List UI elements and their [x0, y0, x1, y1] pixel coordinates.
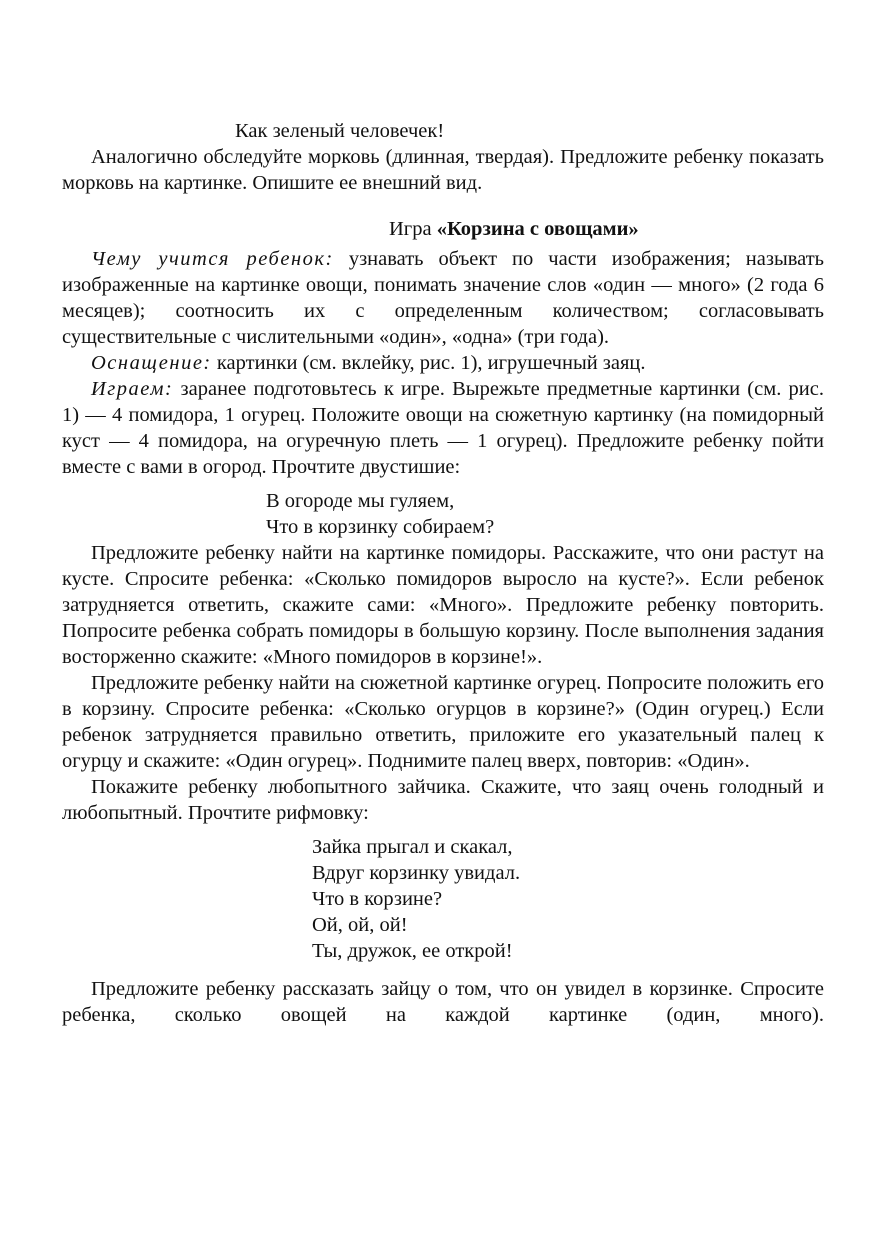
couplet — [62, 488, 824, 540]
rhyme — [62, 834, 824, 964]
play-text: заранее подготовьтесь к игре. Вырежьте предметные картинки (см. рис. 1) — 4 помидора, 1 огурец. Положите овощи на сюжетную картинку (на помидорный куст — 4 помидора, на огуречную плеть — 1 огурец). Предложите ребенку пойти вместе с вами в огород. Прочтите двустишие: — [62, 378, 824, 478]
paragraph-equipment — [62, 350, 824, 376]
paragraph-tomatoes: Предложите ребенку найти на картинке помидоры. Расскажите, что они растут на кусте. Спросите ребенка: «Сколько помидоров выросло на кусте?». Если ребенок затрудняется ответить, скажите сами: «Много». Предложите ребенку повторить. Попросите ребенка собрать помидоры в большую корзину. После выполнения задания восторженно скажите: «Много помидоров в корзине!». — [62, 542, 824, 668]
game-heading — [62, 216, 824, 242]
learn-text: узнавать объект по части изображения; называть изображенные на картинке овощи, понимать значение слов «один — много» (2 года 6 месяцев); соотносить их с определенным количеством; согласовывать существительные с числительными «один», «одна» (три года). — [62, 248, 825, 348]
top-line: Как зеленый человечек! — [235, 120, 445, 142]
play-label: Играем: — [91, 378, 174, 400]
couplet-line: Что в корзинку собираем? — [266, 516, 495, 538]
paragraph-final: Предложите ребенку рассказать зайцу о том, что он увидел в корзинке. Спросите ребенка, сколько овощей на каждой картинке (один, много). — [62, 978, 824, 1026]
paragraph-hare: Покажите ребенку любопытного зайчика. Скажите, что заяц очень голодный и любопытный. Прочтите рифмовку: — [62, 776, 824, 824]
rhyme-line: Вдруг корзинку увидал. — [312, 862, 521, 884]
equipment-label: Оснащение: — [91, 352, 212, 374]
learn-label: Чему учится ребенок: — [91, 248, 334, 270]
paragraph-learn — [62, 246, 824, 350]
paragraph-carrot: Аналогично обследуйте морковь (длинная, твердая). Предложите ребенку показать морковь на картинке. Опишите ее внешний вид. — [62, 146, 824, 194]
couplet-line: В огороде мы гуляем, — [266, 490, 455, 512]
game-heading-prefix: Игра — [389, 218, 437, 240]
document-page — [62, 118, 824, 1028]
rhyme-line: Ты, дружок, ее открой! — [312, 940, 513, 962]
rhyme-line: Ой, ой, ой! — [312, 914, 408, 936]
paragraph-cucumber: Предложите ребенку найти на сюжетной картинке огурец. Попросите положить его в корзину. Спросите ребенка: «Сколько огурцов в корзине?» (Один огурец.) Если ребенок затрудняется правильно ответить, приложите его указательный палец к огурцу и скажите: «Один огурец». Поднимите палец вверх, повторив: «Один». — [62, 672, 824, 772]
rhyme-line: Что в корзине? — [312, 888, 443, 910]
game-title: «Корзина с овощами» — [436, 218, 639, 240]
rhyme-line: Зайка прыгал и скакал, — [312, 836, 513, 858]
equipment-text: картинки (см. вклейку, рис. 1), игрушечный заяц. — [211, 352, 646, 374]
paragraph-play — [62, 376, 824, 480]
